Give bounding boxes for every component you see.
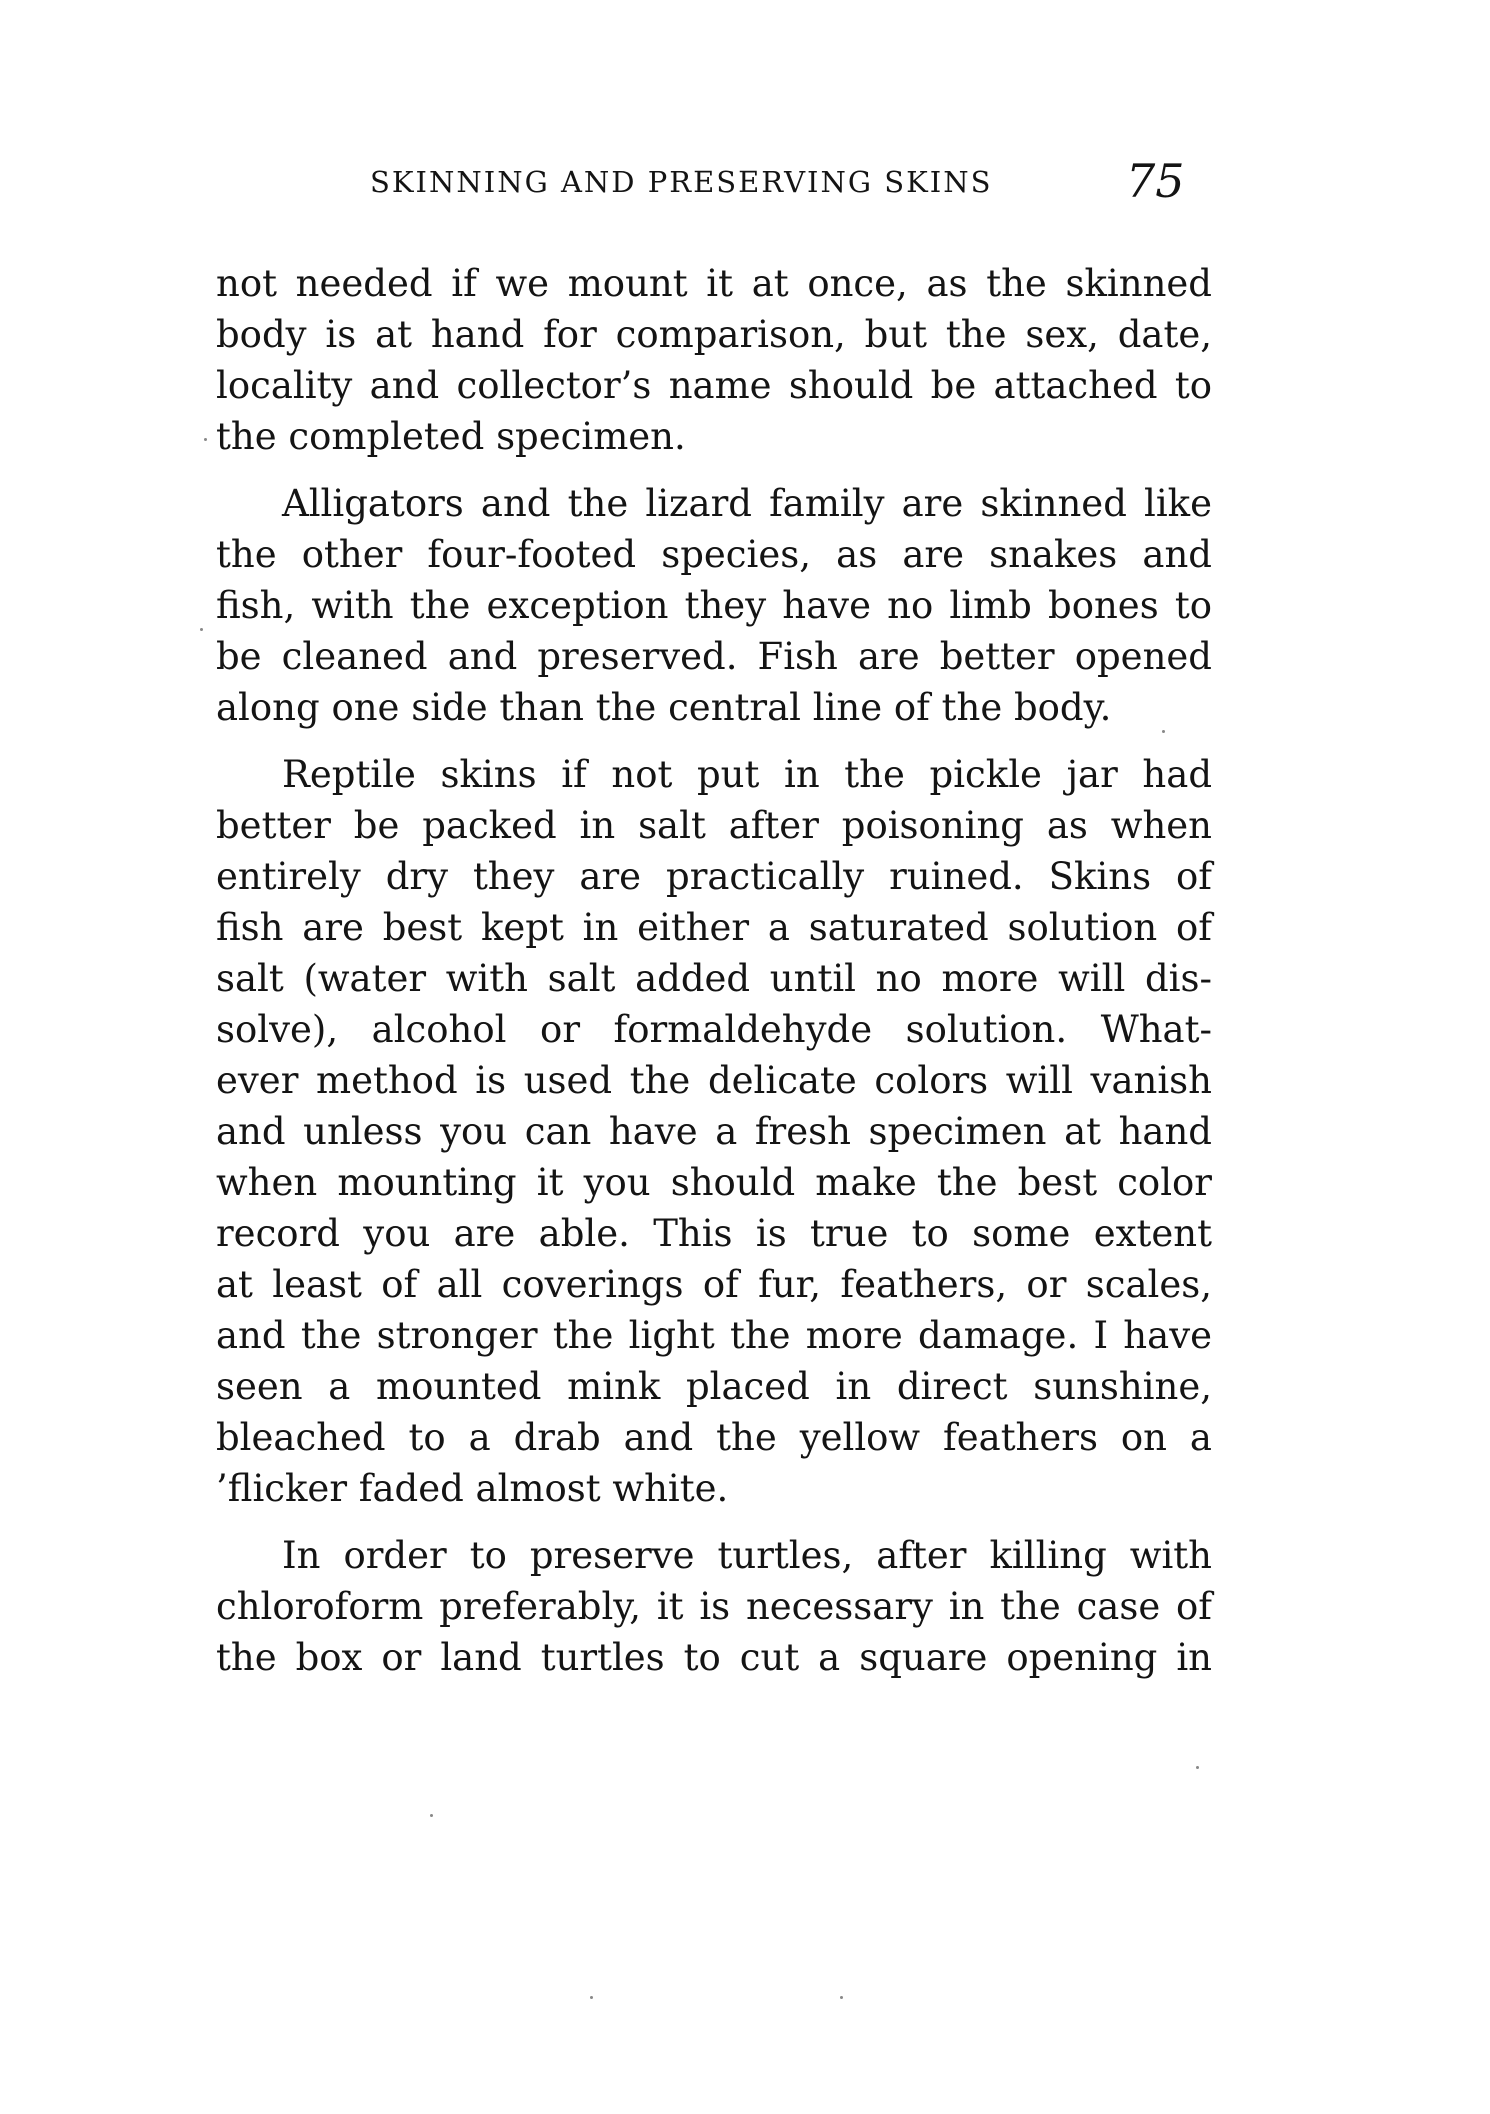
text-line: Alligators and the lizard family are skinned like — [282, 482, 1212, 525]
scan-speck — [1196, 1766, 1199, 1769]
text-line: Reptile skins if not put in the pickle jar had — [282, 753, 1212, 796]
text-line: better be packed in salt after poisoning as when — [216, 804, 1212, 847]
text-line: entirely dry they are practically ruined. Skins of — [216, 855, 1212, 898]
paragraph-1 — [216, 258, 1212, 462]
running-head: SKINNING AND PRESERVING SKINS — [370, 165, 993, 199]
text-line: when mounting it you should make the best color — [216, 1161, 1212, 1204]
text-line: not needed if we mount it at once, as the skinned — [216, 262, 1212, 305]
text-line: body is at hand for comparison, but the sex, date, — [216, 313, 1212, 356]
text-line: solve), alcohol or formaldehyde solution. What- — [216, 1008, 1212, 1051]
text-line: seen a mounted mink placed in direct sunshine, — [216, 1365, 1212, 1408]
text-line: locality and collector’s name should be attached to — [216, 364, 1212, 407]
text-line: at least of all coverings of fur, feathers, or scales, — [216, 1263, 1212, 1306]
scan-speck — [840, 1996, 843, 1999]
scan-speck — [590, 1996, 593, 1999]
scan-speck — [1162, 730, 1165, 733]
text-line: along one side than the central line of the body. — [216, 686, 1112, 729]
text-line: the completed specimen. — [216, 415, 686, 458]
text-line: bleached to a drab and the yellow feathers on a — [216, 1416, 1212, 1459]
text-line: the box or land turtles to cut a square opening in — [216, 1636, 1212, 1679]
text-line: and the stronger the light the more damage. I have — [216, 1314, 1212, 1357]
text-line: fish, with the exception they have no limb bones to — [216, 584, 1212, 627]
body-text — [216, 258, 1212, 1683]
scan-speck — [204, 438, 207, 441]
text-line: salt (water with salt added until no more will dis- — [216, 957, 1212, 1000]
text-line: In order to preserve turtles, after killing with — [282, 1534, 1212, 1577]
text-line: chloroform preferably, it is necessary in the case of — [216, 1585, 1212, 1628]
text-line: fish are best kept in either a saturated solution of — [216, 906, 1212, 949]
page-number: 75 — [1126, 154, 1185, 208]
text-line: be cleaned and preserved. Fish are better opened — [216, 635, 1212, 678]
paragraph-2 — [216, 478, 1212, 733]
scan-speck — [200, 628, 203, 631]
paragraph-4 — [216, 1530, 1212, 1683]
text-line: ever method is used the delicate colors will vanish — [216, 1059, 1212, 1102]
text-line: and unless you can have a fresh specimen at hand — [216, 1110, 1212, 1153]
paragraph-3 — [216, 749, 1212, 1514]
text-line: record you are able. This is true to some extent — [216, 1212, 1212, 1255]
text-line: ’flicker faded almost white. — [216, 1467, 729, 1510]
text-line: the other four-footed species, as are snakes and — [216, 533, 1212, 576]
scan-speck — [430, 1814, 433, 1817]
